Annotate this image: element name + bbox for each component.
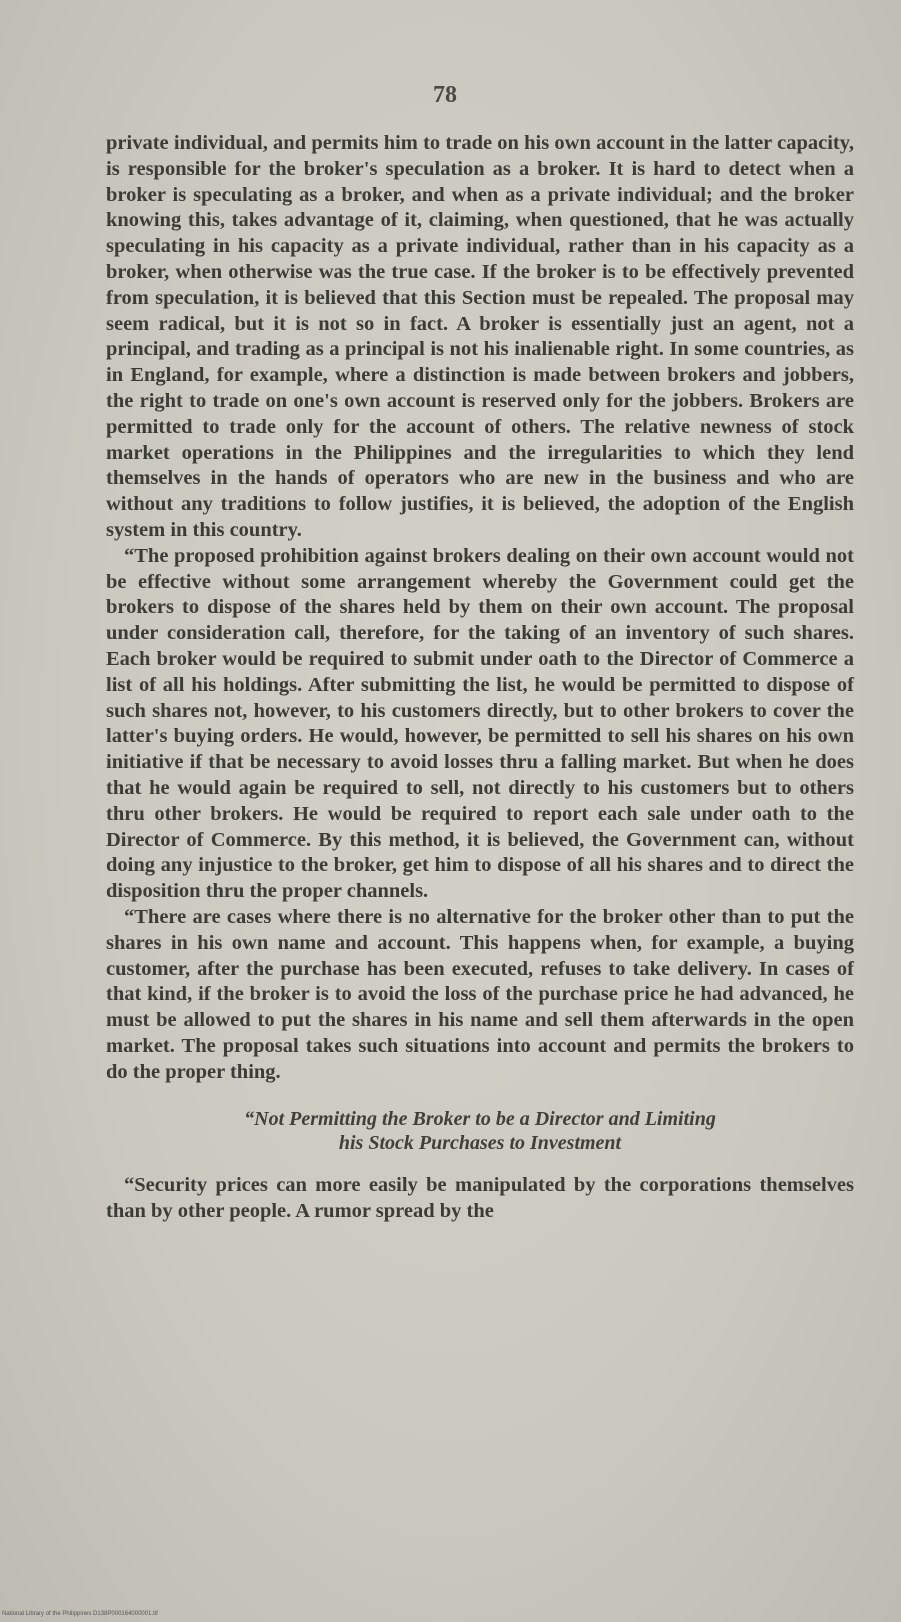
- paragraph-alternative: “There are cases where there is no alternative for the broker other than to put the shares in his own name and account. This happens when, for example, a buying customer, after the purchase has been executed, refuses to take delivery. In cases of that kind, if the broker is to avoid the loss of the purchase price he had advanced, he must be allowed to put the shares in his name and sell them afterwards in the open market. The proposal takes such situations into account and permits the brokers to do the proper thing.: [106, 905, 854, 1083]
- body-text: [106, 131, 854, 1225]
- paragraph-security-prices: “Security prices can more easily be manipulated by the corporations themselves than by other people. A rumor spread by the: [106, 1174, 854, 1223]
- paragraph-prohibition: “The proposed prohibition against brokers dealing on their own account would not be effective without some arrangement whereby the Government could get the brokers to dispose of the shares held by them on their own account. The proposal under consideration call, therefore, for the taking of an inventory of such shares. Each broker would be required to submit under oath to the Director of Commerce a list of all his holdings. After submitting the list, he would be permitted to dispose of such shares not, however, to his customers directly, but to other brokers to cover the latter's buying orders. He would, however, be permitted to sell his shares on his own initiative if that be necessary to avoid losses thru a falling market. But when he does that he would again be required to sell, not directly to his customers but to others thru other brokers. He would be required to report each sale under oath to the Director of Commerce. By this method, it is believed, the Government can, without doing any injustice to the broker, get him to dispose of all his shares and to direct the disposition thru the proper channels.: [106, 544, 854, 903]
- section-heading: [106, 1107, 854, 1155]
- section-heading-line-1: “Not Permitting the Broker to be a Director and Limiting: [244, 1108, 716, 1131]
- archive-stamp: National Library of the Philippines D138P000164000001.tif: [2, 1611, 158, 1617]
- paragraph-continuation: private individual, and permits him to trade on his own account in the latter capacity, is responsible for the broker's speculation as a broker. It is hard to detect when a broker is speculating as a broker, and when as a private individual; and the broker knowing this, takes advantage of it, claiming, when questioned, that he was actually speculating in his capacity as a private individual, rather than in his capacity as a broker, when otherwise was the true case. If the broker is to be effectively prevented from speculation, it is believed that this Section must be repealed. The proposal may seem radical, but it is not so in fact. A broker is essentially just an agent, not a principal, and trading as a principal is not his inalienable right. In some countries, as in England, for example, where a distinction is made between brokers and jobbers, the right to trade on one's own account is reserved only for the jobbers. Brokers are permitted to trade only for the account of others. The relative newness of stock market operations in the Philippines and the irregularities to which they lend themselves in the hands of operators who are new in the business and who are without any traditions to follow justifies, it is believed, the adoption of the English system in this country.: [106, 132, 854, 541]
- section-heading-line-2: his Stock Purchases to Investment: [338, 1132, 622, 1155]
- page-number: 78: [433, 82, 457, 108]
